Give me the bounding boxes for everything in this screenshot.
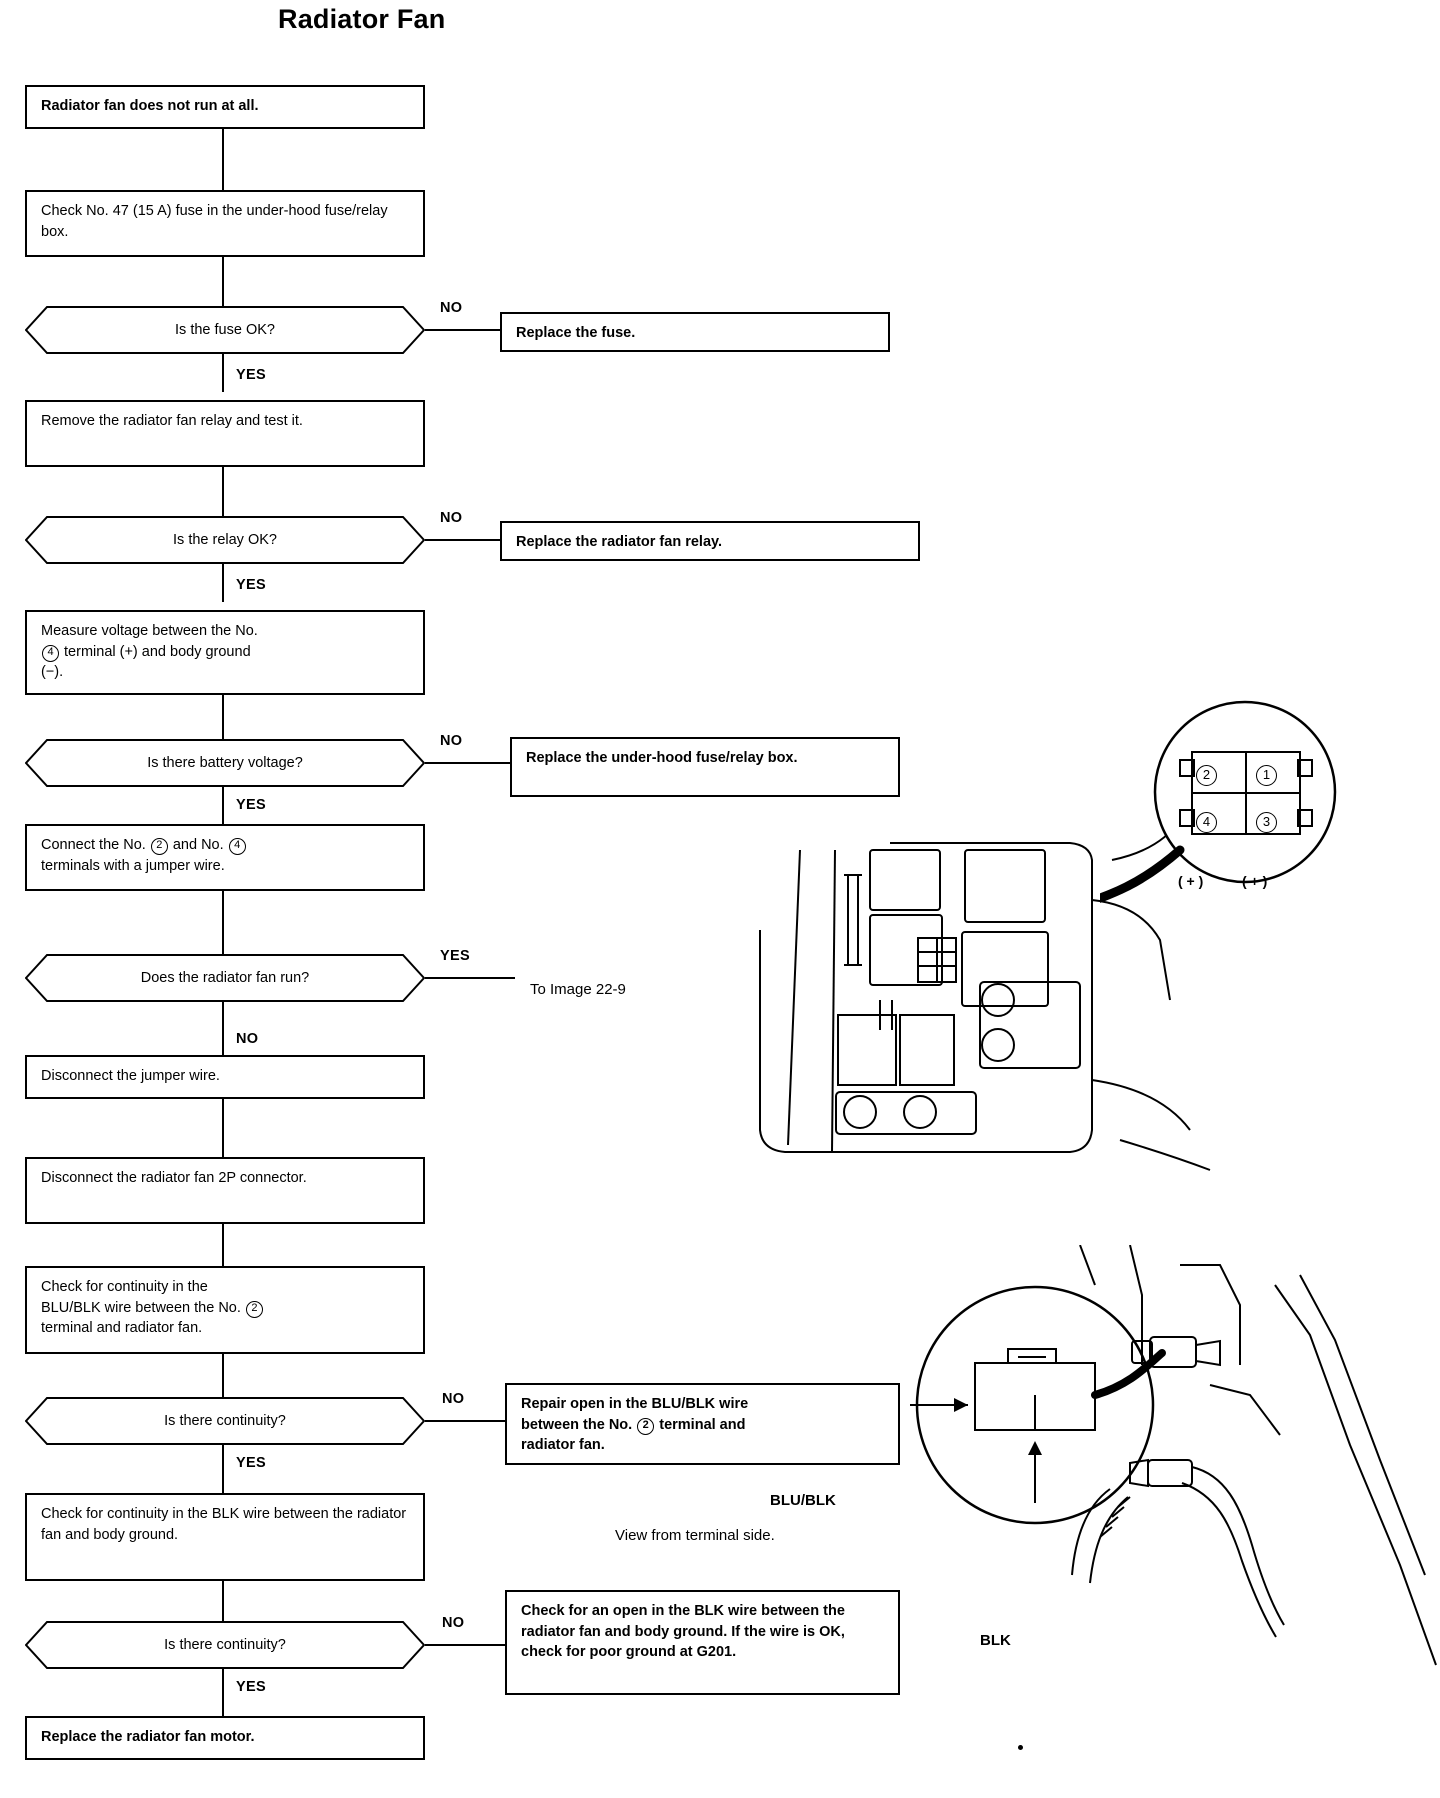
branch-label-no: NO <box>440 300 463 316</box>
terminal-2-icon: 2 <box>246 1301 263 1318</box>
flow-end-replace-motor: Replace the radiator fan motor. <box>25 1716 425 1760</box>
branch-label-no: NO <box>442 1615 465 1631</box>
connector-line <box>222 1669 224 1716</box>
relay-pin-4-label: 4 <box>1195 812 1218 833</box>
flow-action-replace-fuse: Replace the fuse. <box>500 312 890 352</box>
flow-action-replace-fuse-box: Replace the under-hood fuse/relay box. <box>510 737 900 797</box>
flow-action-repair-open-blublk <box>505 1383 900 1465</box>
flow-step-check-fuse: Check No. 47 (15 A) fuse in the under-hood fuse/relay box. <box>25 190 425 257</box>
connector-line <box>222 354 224 392</box>
terminal-2-icon: 2 <box>637 1418 654 1435</box>
flow-decision-battery-voltage <box>25 739 425 787</box>
decision-label: Is there continuity? <box>164 1412 286 1429</box>
connector-line <box>222 695 224 739</box>
measure-line-3: (−). <box>41 664 64 681</box>
branch-label-no: NO <box>236 1031 259 1047</box>
connector-line <box>222 1354 224 1397</box>
decision-label: Does the radiator fan run? <box>140 969 310 986</box>
measure-line-2: terminal (+) and body ground <box>64 643 251 660</box>
jumper-line-2: and No. <box>172 837 224 853</box>
flow-step-jumper-wire <box>25 824 425 891</box>
repair-line-4: radiator fan. <box>521 1437 605 1454</box>
page-dot-marker <box>1018 1745 1023 1750</box>
label-blublk: BLU/BLK <box>770 1492 836 1509</box>
connector-line <box>222 129 224 190</box>
flow-decision-continuity-1 <box>25 1397 425 1445</box>
decision-label: Is there continuity? <box>164 1636 286 1653</box>
flow-step-continuity-blublk <box>25 1266 425 1354</box>
cont-line-2: BLU/BLK wire between the No. <box>41 1299 241 1316</box>
terminal-2-icon: 2 <box>151 838 168 855</box>
branch-label-no: NO <box>440 733 463 749</box>
connector-line <box>222 1445 224 1493</box>
repair-line-1: Repair open in the BLU/BLK wire <box>521 1396 749 1412</box>
decision-label: Is the relay OK? <box>173 531 277 548</box>
repair-line-2: between the No. <box>521 1416 633 1433</box>
connector-line <box>425 539 500 541</box>
page-title: Radiator Fan <box>278 4 446 34</box>
radiator-fan-connector-illustration <box>880 1245 1440 1725</box>
goto-reference: To Image 22-9 <box>530 981 626 998</box>
flow-action-replace-relay: Replace the radiator fan relay. <box>500 521 920 561</box>
connector-line <box>222 1224 224 1266</box>
connector-line <box>222 787 224 824</box>
branch-label-yes: YES <box>236 577 266 593</box>
view-note: View from terminal side. <box>615 1527 775 1544</box>
jumper-line-1: Connect the No. <box>41 837 146 853</box>
repair-line-3: terminal and <box>659 1416 746 1433</box>
connector-line <box>222 467 224 516</box>
flow-decision-relay-ok <box>25 516 425 564</box>
relay-pin-2-label: 2 <box>1195 765 1218 786</box>
decision-label: Is the fuse OK? <box>175 321 275 338</box>
flow-step-remove-relay: Remove the radiator fan relay and test it. <box>25 400 425 467</box>
connector-line <box>425 1644 505 1646</box>
label-blk: BLK <box>980 1632 1011 1649</box>
connector-line <box>425 762 510 764</box>
flow-step-disconnect-2p: Disconnect the radiator fan 2P connector. <box>25 1157 425 1224</box>
connector-line <box>222 1099 224 1157</box>
relay-polarity-left: ( + ) <box>1178 873 1204 889</box>
connector-line <box>222 1002 224 1055</box>
relay-polarity-right: ( + ) <box>1242 873 1268 889</box>
connector-line <box>222 564 224 602</box>
flow-decision-fan-runs <box>25 954 425 1002</box>
branch-label-no: NO <box>440 510 463 526</box>
relay-pin-3-label: 3 <box>1255 812 1278 833</box>
connector-line <box>222 891 224 954</box>
terminal-4-icon: 4 <box>42 645 59 662</box>
branch-label-no: NO <box>442 1391 465 1407</box>
connector-line <box>222 257 224 306</box>
branch-label-yes: YES <box>440 948 470 964</box>
flow-step-measure-voltage <box>25 610 425 695</box>
connector-line <box>222 1581 224 1621</box>
decision-label: Is there battery voltage? <box>147 754 303 771</box>
branch-label-yes: YES <box>236 1679 266 1695</box>
flow-step-disconnect-jumper: Disconnect the jumper wire. <box>25 1055 425 1099</box>
branch-label-yes: YES <box>236 367 266 383</box>
cont-line-3: terminal and radiator fan. <box>41 1320 203 1337</box>
branch-label-yes: YES <box>236 1455 266 1471</box>
flow-decision-continuity-2 <box>25 1621 425 1669</box>
relay-pin-1-label: 1 <box>1255 765 1278 786</box>
terminal-4-icon: 4 <box>229 838 246 855</box>
connector-line <box>425 977 515 979</box>
connector-line <box>425 329 500 331</box>
cont-line-1: Check for continuity in the <box>41 1279 208 1295</box>
measure-line-1: Measure voltage between the No. <box>41 623 258 639</box>
connector-line <box>425 1420 505 1422</box>
branch-label-yes: YES <box>236 797 266 813</box>
flow-step-continuity-blk: Check for continuity in the BLK wire between the radiator fan and body ground. <box>25 1493 425 1581</box>
flow-action-check-open-blk: Check for an open in the BLK wire between the radiator fan and body ground. If the wire is OK, check for poor ground at G201. <box>505 1590 900 1695</box>
jumper-line-3: terminals with a jumper wire. <box>41 857 225 874</box>
flow-decision-fuse-ok <box>25 306 425 354</box>
flow-start-box: Radiator fan does not run at all. <box>25 85 425 129</box>
